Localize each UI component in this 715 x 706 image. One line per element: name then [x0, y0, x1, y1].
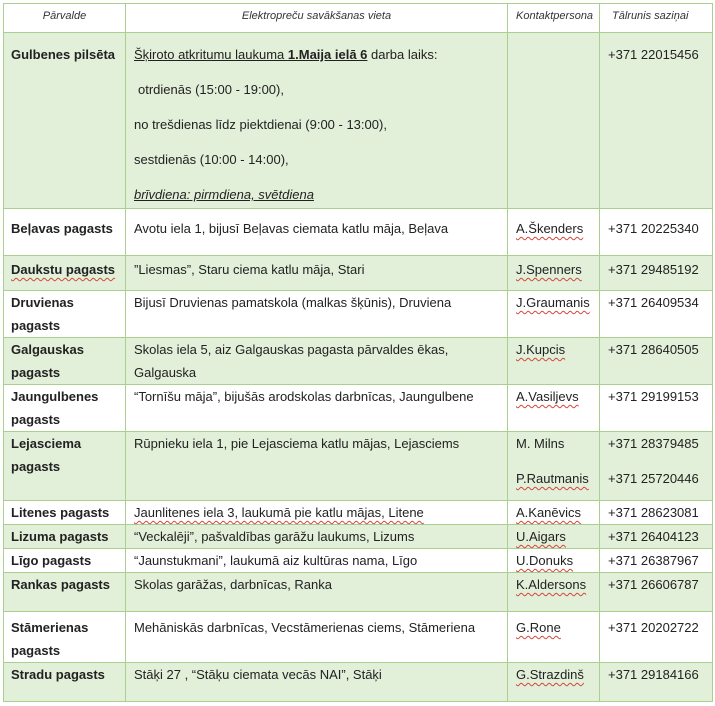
contact-cell: A.Škenders [516, 221, 584, 236]
place-cell: ”Liesmas”, Staru ciema katlu māja, Stari [126, 256, 508, 291]
municipality-cell: Daukstu pagasts [11, 262, 116, 277]
municipality-cell: Druvienas pagasts [4, 291, 126, 338]
table-row [4, 612, 713, 663]
header-row [4, 4, 713, 33]
table-row [4, 663, 713, 702]
municipality-cell: Galgauskas pagasts [4, 338, 126, 385]
place-cell: Šķiroto atkritumu laukuma 1.Maija ielā 6 darba laiks: otrdienās (15:00 - 19:00), no trešdienas līdz piektdienai (9:00 - 13:00), sestdienās (10:00 - 14:00), brīvdiena: pirmdiena, svētdiena [126, 33, 508, 209]
table-row [4, 291, 713, 338]
header-phone: Tālrunis saziņai [600, 4, 713, 33]
place-cell: Skolas garāžas, darbnīcas, Ranka [126, 573, 508, 612]
contact-cell: P.Rautmanis [516, 471, 589, 486]
header-contact: Kontaktpersona [508, 4, 600, 33]
municipality-cell: Gulbenes pilsēta [4, 33, 126, 209]
schedule-line: brīvdiena: pirmdiena, svētdiena [134, 187, 314, 202]
municipality-cell: Beļavas pagasts [4, 209, 126, 256]
phone-cell: +371 26409534 [600, 291, 713, 338]
place-cell: Jaunlitenes iela 3, laukumā pie katlu mājas, Litene [134, 505, 424, 520]
phone-cell: +371 29199153 [600, 385, 713, 432]
phone-cell: +371 29184166 [600, 663, 713, 702]
place-cell: “Veckalēji”, pašvaldības garāžu laukums, Lizums [126, 525, 508, 549]
place-cell: Mehāniskās darbnīcas, Vecstāmerienas ciems, Stāmeriena [126, 612, 508, 663]
table-row [4, 525, 713, 549]
contact-cell: J.Spenners [516, 262, 582, 277]
table-row [4, 549, 713, 573]
phone-cell: +371 28623081 [600, 501, 713, 525]
municipality-cell: Stāmerienas pagasts [4, 612, 126, 663]
phone-cell: +371 29485192 [600, 256, 713, 291]
collection-points-table [3, 3, 713, 702]
schedule-line: otrdienās (15:00 - 19:00), [138, 82, 284, 97]
phone-cell: +371 28379485 [608, 436, 699, 451]
contact-cell: K.Aldersons [516, 577, 587, 592]
place-cell: Rūpnieku iela 1, pie Lejasciema katlu mājas, Lejasciems [126, 432, 508, 501]
place-cell: “Tornīšu māja”, bijušās arodskolas darbnīcas, Jaungulbene [126, 385, 508, 432]
schedule-line: sestdienās (10:00 - 14:00), [134, 152, 289, 167]
table-row [4, 338, 713, 385]
place-cell: Skolas iela 5, aiz Galgauskas pagasta pārvaldes ēkas, Galgauska [126, 338, 508, 385]
municipality-cell: Litenes pagasts [4, 501, 126, 525]
phone-cell: +371 26404123 [600, 525, 713, 549]
contact-cell: J.Kupcis [516, 342, 566, 357]
municipality-cell: Līgo pagasts [4, 549, 126, 573]
contact-cell: G.Strazdinš [516, 667, 584, 682]
phone-cell: +371 20225340 [600, 209, 713, 256]
phone-cell: +371 26387967 [600, 549, 713, 573]
phone-cell: +371 28640505 [600, 338, 713, 385]
table-row [4, 432, 713, 501]
table-row [4, 256, 713, 291]
phone-cell: +371 20202722 [600, 612, 713, 663]
place-cell: “Jaunstukmani”, laukumā aiz kultūras nama, Līgo [126, 549, 508, 573]
header-place: Elektropreču savākšanas vieta [126, 4, 508, 33]
place-cell: Avotu iela 1, bijusī Beļavas ciemata katlu māja, Beļava [126, 209, 508, 256]
municipality-cell: Lejasciema pagasts [4, 432, 126, 501]
municipality-cell: Lizuma pagasts [4, 525, 126, 549]
contact-cell: A.Vasiljevs [516, 389, 579, 404]
place-cell: Bijusī Druvienas pamatskola (malkas šķūnis), Druviena [126, 291, 508, 338]
schedule-line: no trešdienas līdz piektdienai (9:00 - 13:00), [134, 117, 387, 132]
contact-cell: M. Milns [516, 436, 565, 451]
contact-cell: J.Graumanis [516, 295, 590, 310]
table-row [4, 501, 713, 525]
phone-cell: +371 26606787 [600, 573, 713, 612]
contact-cell: G.Rone [516, 620, 561, 635]
contact-cell: U.Aigars [516, 529, 566, 544]
municipality-cell: Rankas pagasts [4, 573, 126, 612]
contact-cell [508, 33, 600, 209]
table-row-gulbene [4, 33, 713, 209]
contact-cell: A.Kanēvics [516, 505, 582, 520]
contact-cell: U.Donuks [516, 553, 574, 568]
phone-cell: +371 22015456 [600, 33, 713, 209]
table-row [4, 573, 713, 612]
municipality-cell: Jaungulbenes pagasts [4, 385, 126, 432]
table-row [4, 209, 713, 256]
table-row [4, 385, 713, 432]
header-parvalde: Pārvalde [4, 4, 126, 33]
municipality-cell: Stradu pagasts [4, 663, 126, 702]
place-cell: Stāķi 27 , “Stāķu ciemata vecās NAI”, Stāķi [126, 663, 508, 702]
phone-cell: +371 25720446 [608, 471, 699, 486]
